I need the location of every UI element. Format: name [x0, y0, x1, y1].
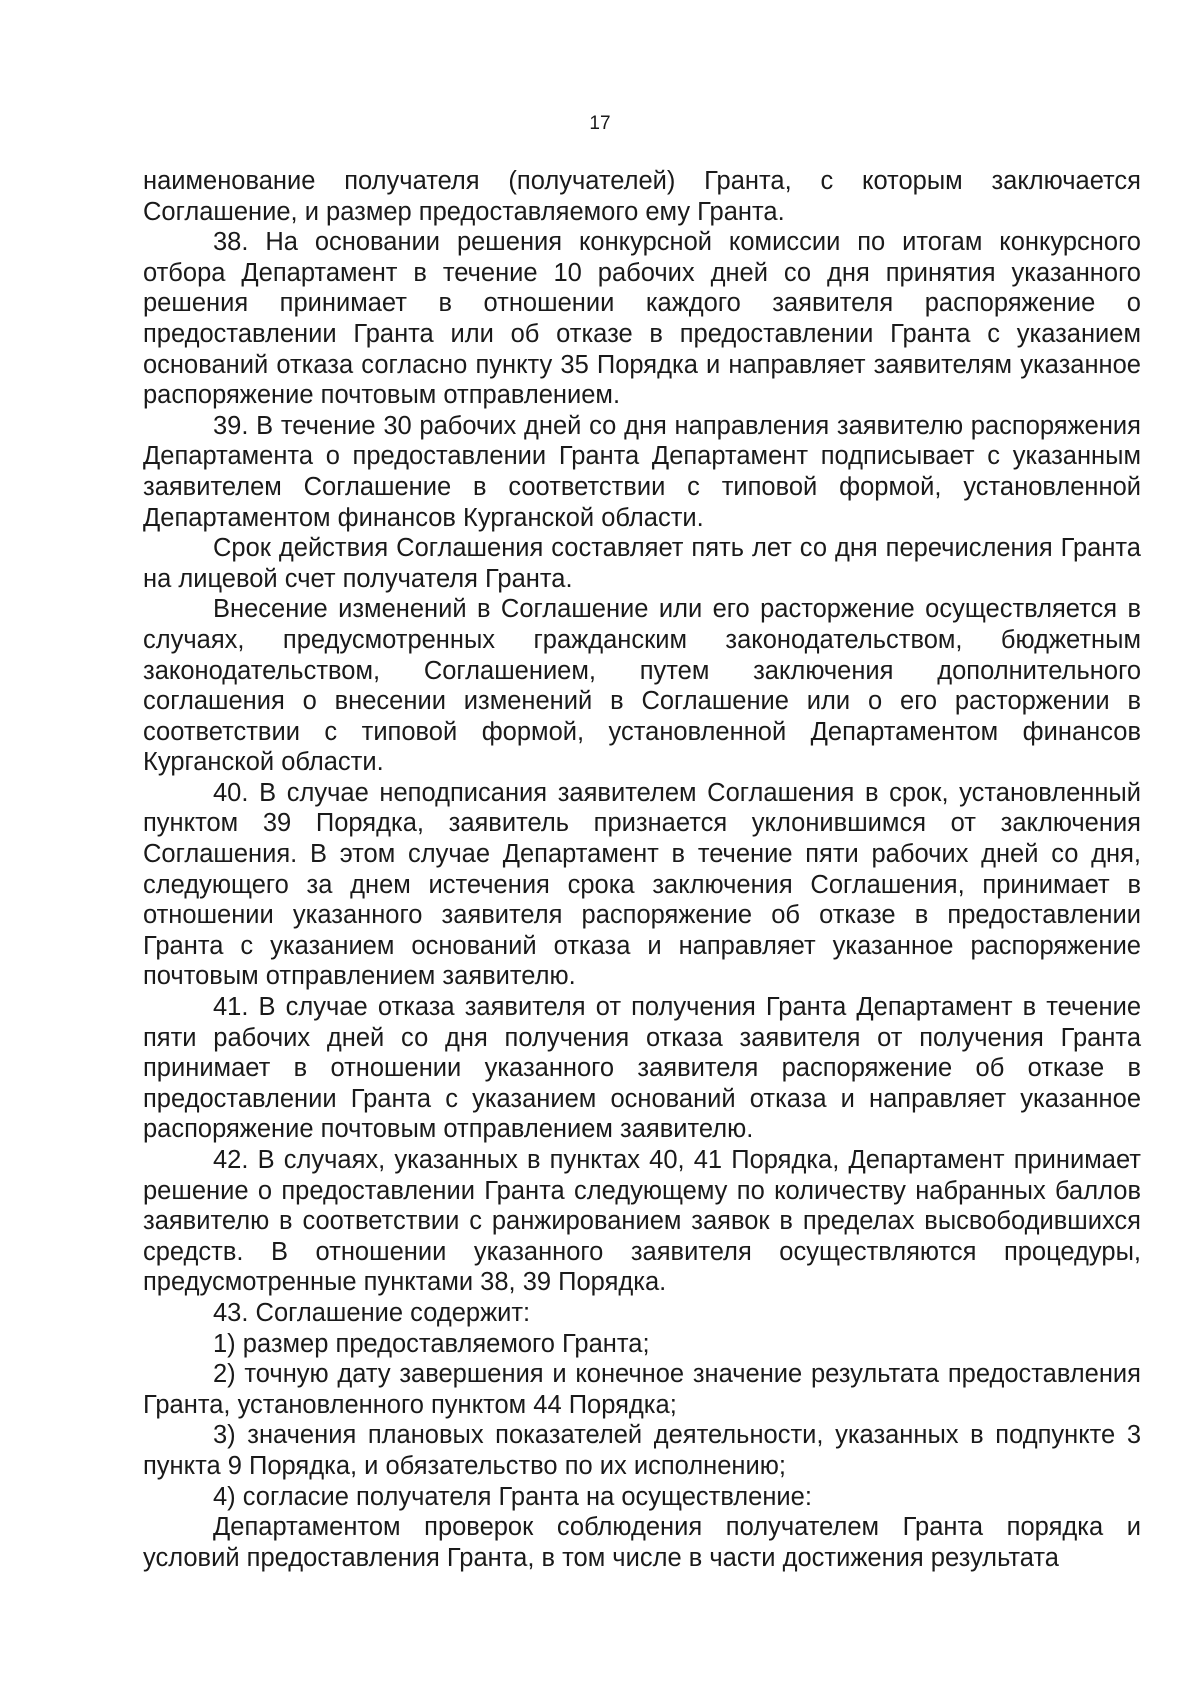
- list-item-1: 1) размер предоставляемого Гранта;: [213, 1329, 650, 1358]
- document-body: [143, 166, 1141, 1573]
- page-number: 17: [589, 113, 611, 134]
- list-item-3: 3) значения плановых показателей деятельности, указанных в подпункте 3 пункта 9 Порядка, и обязательство по их исполнению;: [143, 1421, 1141, 1480]
- paragraph-agreement-changes: Внесение изменений в Соглашение или его расторжение осуществляется в случаях, предусмотренных гражданским законодательством, бюджетным законодательством, Соглашением, путем заключения дополнительного соглашения о внесении изменений в Соглашение или о его расторжении в соответствии с типовой формой, установленной Департаментом финансов Курганской области.: [143, 595, 1141, 777]
- list-item-4: 4) согласие получателя Гранта на осуществление:: [213, 1482, 812, 1511]
- paragraph-item-38: 38. На основании решения конкурсной комиссии по итогам конкурсного отбора Департамент в течение 10 рабочих дней со дня принятия указанного решения принимает в отношении каждого заявителя распоряжение о предоставлении Гранта или об отказе в предоставлении Гранта с указанием оснований отказа согласно пункту 35 Порядка и направляет заявителям указанное распоряжение почтовым отправлением.: [143, 228, 1141, 410]
- paragraph-agreement-term: Срок действия Соглашения составляет пять лет со дня перечисления Гранта на лицевой счет получателя Гранта.: [143, 534, 1141, 593]
- paragraph-item-39: 39. В течение 30 рабочих дней со дня направления заявителю распоряжения Департамента о предоставлении Гранта Департамент подписывает с указанным заявителем Соглашение в соответствии с типовой формой, установленной Департаментом финансов Курганской области.: [143, 411, 1141, 532]
- paragraph-item-43: 43. Соглашение содержит:: [213, 1298, 531, 1327]
- paragraph-item-40: 40. В случае неподписания заявителем Соглашения в срок, установленный пунктом 39 Порядка, заявитель признается уклонившимся от заключения Соглашения. В этом случае Департамент в течение пяти рабочих дней со дня, следующего за днем истечения срока заключения Соглашения, принимает в отношении указанного заявителя распоряжение об отказе в предоставлении Гранта с указанием оснований отказа и направляет указанное распоряжение почтовым отправлением заявителю.: [143, 778, 1141, 991]
- paragraph-item-41: 41. В случае отказа заявителя от получения Гранта Департамент в течение пяти рабочих дней со дня получения отказа заявителя от получения Гранта принимает в отношении указанного заявителя распоряжение об отказе в предоставлении Гранта с указанием оснований отказа и направляет указанное распоряжение почтовым отправлением заявителю.: [143, 993, 1141, 1144]
- paragraph-continuation: наименование получателя (получателей) Гранта, с которым заключается Соглашение, и размер предоставляемого ему Гранта.: [143, 167, 1141, 226]
- paragraph-item-42: 42. В случаях, указанных в пунктах 40, 41 Порядка, Департамент принимает решение о предоставлении Гранта следующему по количеству набранных баллов заявителю в соответствии с ранжированием заявок в пределах высвободившихся средств. В отношении указанного заявителя осуществляются процедуры, предусмотренные пунктами 38, 39 Порядка.: [143, 1146, 1141, 1297]
- list-item-2: 2) точную дату завершения и конечное значение результата предоставления Гранта, установленного пунктом 44 Порядка;: [143, 1360, 1141, 1419]
- paragraph-inspections: Департаментом проверок соблюдения получателем Гранта порядка и условий предоставления Гранта, в том числе в части достижения результата: [143, 1513, 1141, 1572]
